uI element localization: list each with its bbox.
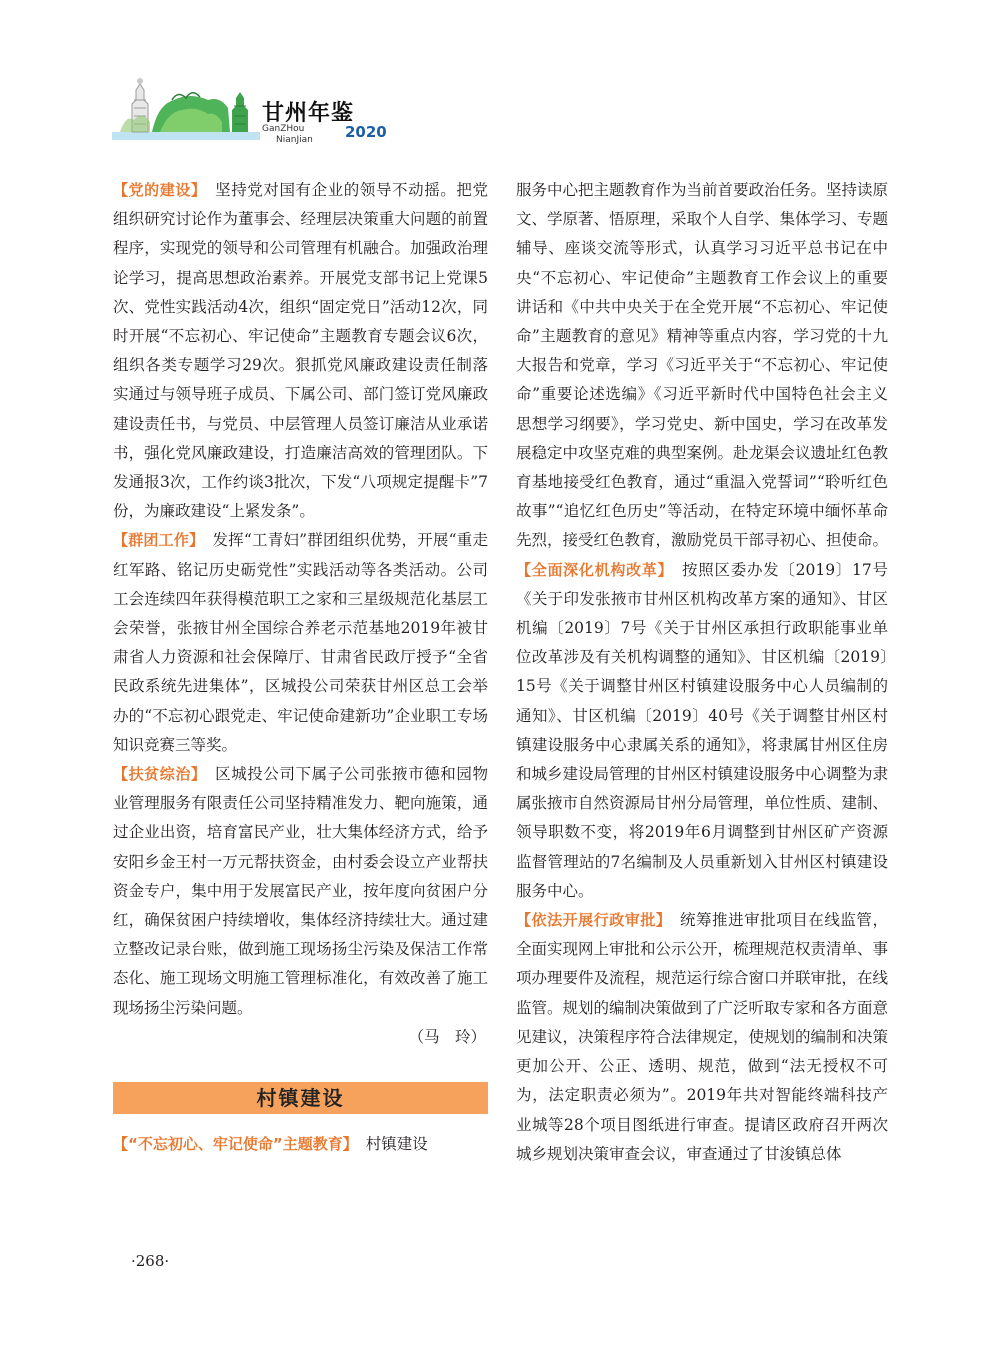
keyword-institutional-reform: 【全面深化机构改革】 bbox=[516, 560, 666, 579]
paragraph-theme-education-continued bbox=[516, 176, 888, 556]
keyword-theme-education: 【“不忘初心、牢记使命”主题教育】 bbox=[113, 1135, 351, 1154]
keyword-administrative-approval: 【依法开展行政审批】 bbox=[516, 911, 664, 930]
paragraph-administrative-approval bbox=[516, 906, 888, 1169]
keyword-mass-organization: 【群团工作】 bbox=[113, 531, 197, 550]
paragraph-theme-education bbox=[113, 1130, 488, 1159]
paragraph-institutional-reform bbox=[516, 556, 888, 906]
paragraph-party-building bbox=[113, 176, 488, 526]
keyword-party-building: 【党的建设】 bbox=[113, 181, 200, 199]
paragraph-text: 村镇建设 bbox=[365, 1135, 428, 1154]
yearbook-title: 甘州年鉴 bbox=[262, 100, 355, 126]
paragraph-text: 服务中心把主题教育作为当前首要政治任务。坚持读原文、学原著、悟原理，采取个人自学、集体学习、专题辅导、座谈交流等形式，认真学习习近平总书记在中央“不忘初心、牢记使命”主题教育工作会议上的重要讲话和《中共中央关于在全党开展“不忘初心、牢记使命”主题教育的意见》精神等重点内容，学习党的十九大报告和党章，学习《习近平关于“不忘初心、牢记使命”重要论述选编》《习近平新时代中国特色社会主义思想学习纲要》，学习党史、新中国史，学习在改革发展稳定中攻坚克难的典型案例。赴龙渠会议遗址红色教育基地接受红色教育，通过“重温入党誓词”“聆听红色故事”“追忆红色历史”等活动，在特定环境中缅怀革命先烈，接受红色教育，激励党员干部寻初心、担使命。 bbox=[516, 181, 889, 550]
paragraph-text: 区城投公司下属子公司张掖市德和园物业管理服务有限责任公司坚持精准发力、靶向施策，通过企业出资，培育富民产业，壮大集体经济方式，给予安阳乡金王村一万元帮扶资金，由村委会设立产业帮扶资金专户，集中用于发展富民产业，按年度向贫困户分红，确保贫困户持续增收，集体经济持续壮大。通过建立整改记录台账，做到施工现场扬尘污染及保洁工作常态化、施工现场文明施工管理标准化，有效改善了施工现场扬尘污染问题。 bbox=[113, 765, 488, 1017]
paragraph-text: 发挥“工青妇”群团组织优势，开展“重走红军路、铭记历史砺党性”实践活动等各类活动。公司工会连续四年获得模范职工之家和三星级规范化基层工会荣誉，张掖甘州全国综合养老示范基地2019年被甘肃省人力资源和社会保障厅、甘肃省民政厅授予“全省民政系统先进集体”，区城投公司荣获甘州区总工会举办的“不忘初心跟党走、牢记使命建新功”企业职工专场知识竞赛三等奖。 bbox=[113, 531, 488, 754]
yearbook-pinyin-line2: NianJian bbox=[276, 135, 313, 145]
paragraph-poverty-alleviation bbox=[113, 760, 488, 1023]
right-column bbox=[516, 176, 888, 1169]
left-column bbox=[113, 176, 488, 1159]
paragraph-text: 坚持党对国有企业的领导不动摇。把党组织研究讨论作为董事会、经理层决策重大问题的前置程序，实现党的领导和公司管理有机融合。加强政治理论学习，提高思想政治素养。开展党支部书记上党课5次、党性实践活动4次，组织“固定党日”活动12次，同时开展“不忘初心、牢记使命”主题教育专题会议6次，组织各类专题学习29次。狠抓党风廉政建设责任制落实通过与领导班子成员、下属公司、部门签订党风廉政建设责任书，与党员、中层管理人员签订廉洁从业承诺书，强化党风廉政建设，打造廉洁高效的管理团队。下发通报3次，工作约谈3批次，下发“八项规定提醒卡”7份，为廉政建设“上紧发条”。 bbox=[113, 181, 488, 521]
paragraph-text: 统筹推进审批项目在线监管，全面实现网上审批和公示公开，梳理规范权责清单、事项办理要件及流程，规范运行综合窗口并联审批，在线监管。规划的编制决策做到了广泛听取专家和各方面意见建议，决策程序符合法律规定，使规划的编制和决策更加公开、公正、透明、规范，做到“法无授权不可为，法定职责必须为”。2019年共对智能终端科技产业城等28个项目图纸进行审查。提请区政府召开两次城乡规划决策审查会议，审查通过了甘浚镇总体 bbox=[516, 911, 889, 1163]
keyword-poverty-alleviation: 【扶贫综治】 bbox=[113, 765, 200, 784]
yearbook-pinyin-line1: GanZHou bbox=[262, 124, 305, 134]
yearbook-year: 2020 bbox=[345, 123, 387, 141]
author-credit: （马 玲） bbox=[408, 1027, 486, 1046]
paragraph-text: 按照区委办发〔2019〕17号《关于印发张掖市甘州区机构改革方案的通知》、甘区机编〔2019〕7号《关于甘州区承担行政职能事业单位改革涉及有关机构调整的通知》、甘区机编〔2019〕15号《关于调整甘州区村镇建设服务中心人员编制的通知》、甘区机编〔2019〕40号《关于调整甘州区村镇建设服务中心隶属关系的通知》，将隶属甘州区住房和城乡建设局管理的甘州区村镇建设服务中心调整为隶属张掖市自然资源局甘州分局管理，单位性质、建制、领导职数不变，将2019年6月调整到甘州区矿产资源监督管理站的7名编制及人员重新划入甘州区村镇建设服务中心。 bbox=[516, 560, 889, 900]
section-heading-village-construction: 村镇建设 bbox=[113, 1082, 488, 1114]
page-number: ·268· bbox=[131, 1252, 170, 1270]
paragraph-mass-organization bbox=[113, 526, 488, 760]
yearbook-header bbox=[112, 70, 412, 150]
pagoda-landscape-logo bbox=[112, 70, 260, 150]
